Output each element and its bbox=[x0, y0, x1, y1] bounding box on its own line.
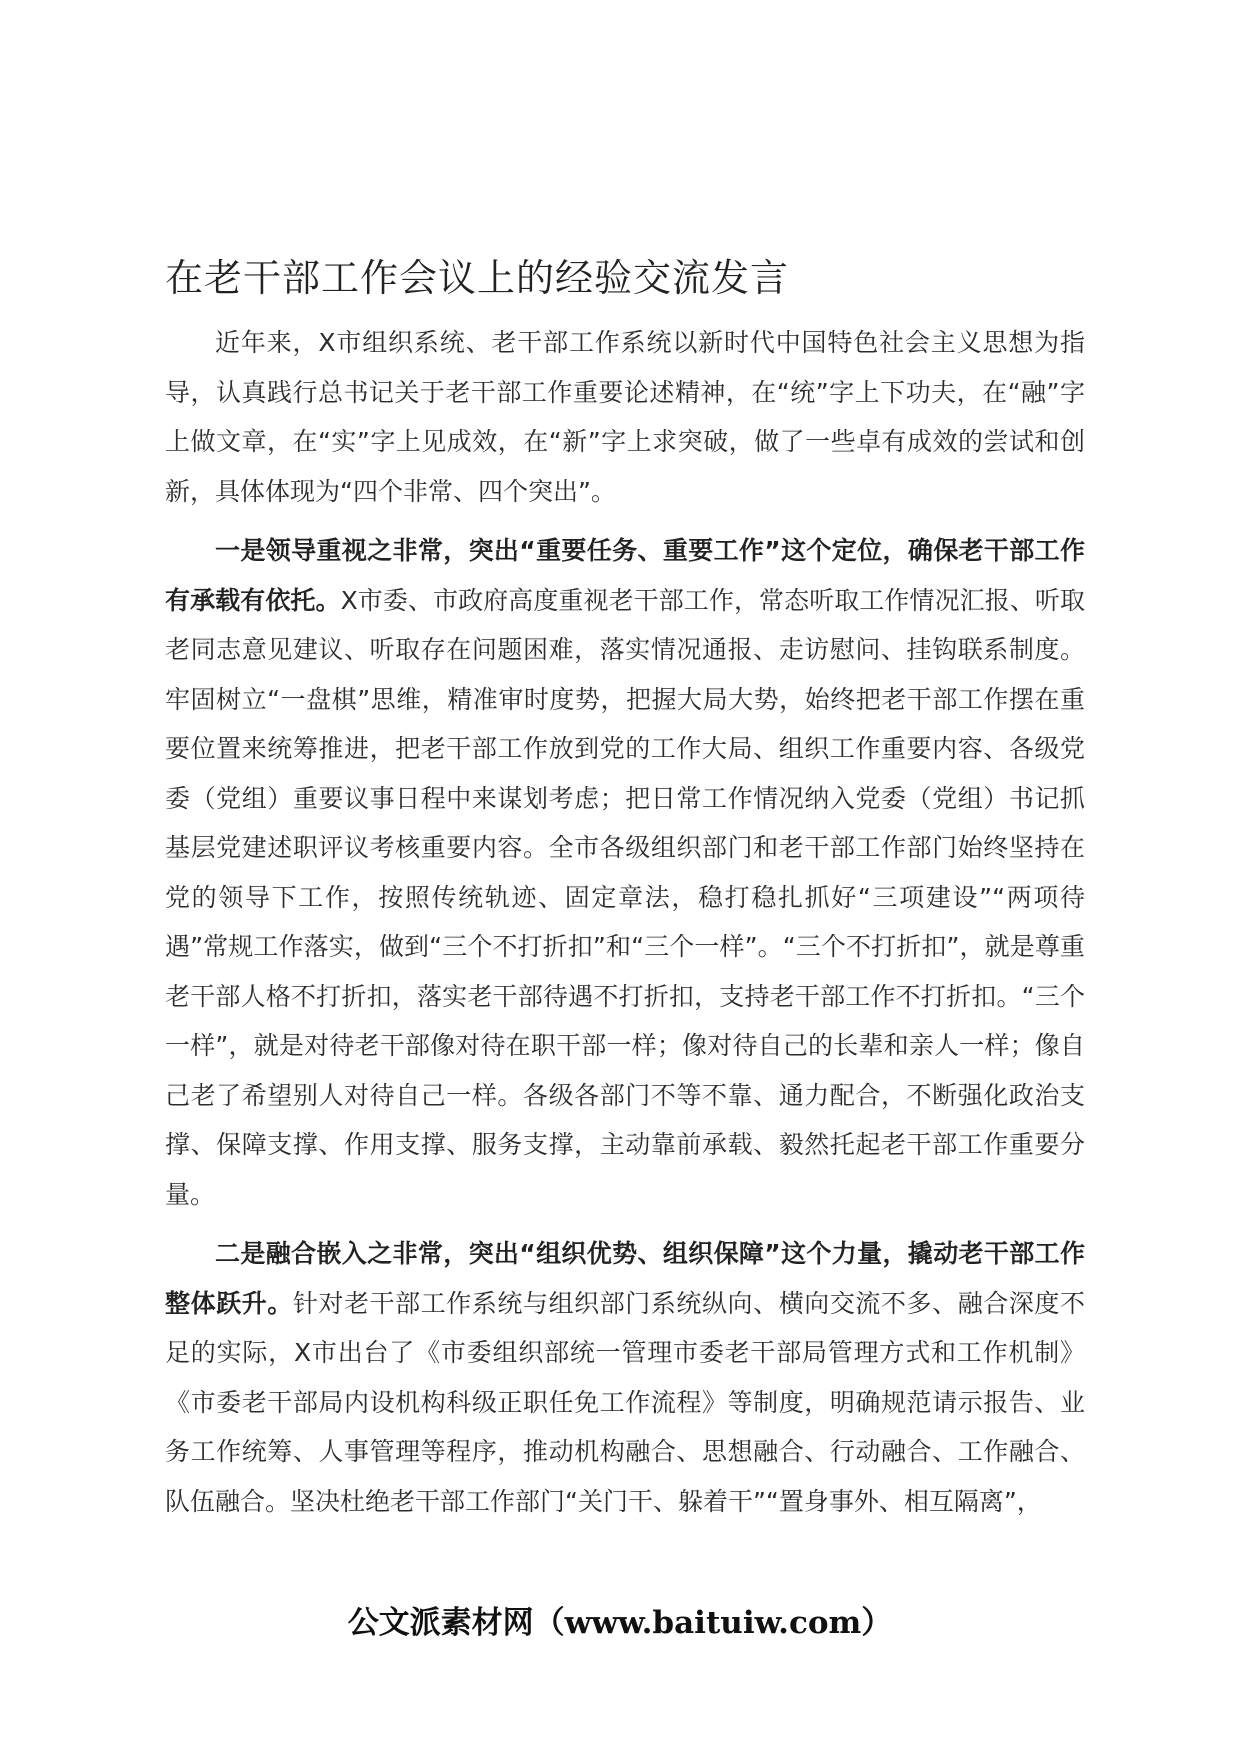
document-body bbox=[165, 318, 1085, 1526]
paragraph-point-one bbox=[165, 526, 1085, 1219]
paragraph-lead: 一是领导重视之非常，突出“重要任务、重要工作”这个定位，确保老干部工作有承载有依托。 bbox=[165, 536, 1085, 615]
document-title: 在老干部工作会议上的经验交流发言 bbox=[165, 256, 790, 300]
paragraph-text: 近年来，X市组织系统、老干部工作系统以新时代中国特色社会主义思想为指导，认真践行总书记关于老干部工作重要论述精神，在“统”字上下功夫，在“融”字上做文章，在“实”字上见成效，在“新”字上求突破，做了一些卓有成效的尝试和创新，具体体现为“四个非常、四个突出”。 bbox=[165, 328, 1085, 506]
paragraph-text: X市委、市政府高度重视老干部工作，常态听取工作情况汇报、听取老同志意见建议、听取存在问题困难，落实情况通报、走访慰问、挂钩联系制度。牢固树立“一盘棋”思维，精准审时度势，把握大局大势，始终把老干部工作摆在重要位置来统筹推进，把老干部工作放到党的工作大局、组织工作重要内容、各级党委（党组）重要议事日程中来谋划考虑；把日常工作情况纳入党委（党组）书记抓基层党建述职评议考核重要内容。全市各级组织部门和老干部工作部门始终坚持在党的领导下工作，按照传统轨迹、固定章法，稳打稳扎抓好“三项建设”“两项待遇”常规工作落实，做到“三个不打折扣”和“三个一样”。“三个不打折扣”，就是尊重老干部人格不打折扣，落实老干部待遇不打折扣，支持老干部工作不打折扣。“三个一样”，就是对待老干部像对待在职干部一样；像对待自己的长辈和亲人一样；像自己老了希望别人对待自己一样。各级各部门不等不靠、通力配合，不断强化政治支撑、保障支撑、作用支撑、服务支撑，主动靠前承载、毅然托起老干部工作重要分量。 bbox=[165, 585, 1085, 1209]
paragraph-point-two bbox=[165, 1229, 1085, 1526]
paragraph-text: 针对老干部工作系统与组织部门系统纵向、横向交流不多、融合深度不足的实际，X市出台了《市委组织部统一管理市委老干部局管理方式和工作机制》《市委老干部局内设机构科级正职任免工作流程》等制度，明确规范请示报告、业务工作统筹、人事管理等程序，推动机构融合、思想融合、行动融合、工作融合、队伍融合。坚决杜绝老干部工作部门“关门干、躲着干”“置身事外、相互隔离”， bbox=[165, 1288, 1085, 1516]
paragraph-lead: 二是融合嵌入之非常，突出“组织优势、组织保障”这个力量，撬动老干部工作整体跃升。 bbox=[165, 1239, 1085, 1318]
footer-watermark: 公文派素材网（www.baituiw.com） bbox=[347, 1605, 893, 1641]
paragraph-intro bbox=[165, 318, 1085, 516]
